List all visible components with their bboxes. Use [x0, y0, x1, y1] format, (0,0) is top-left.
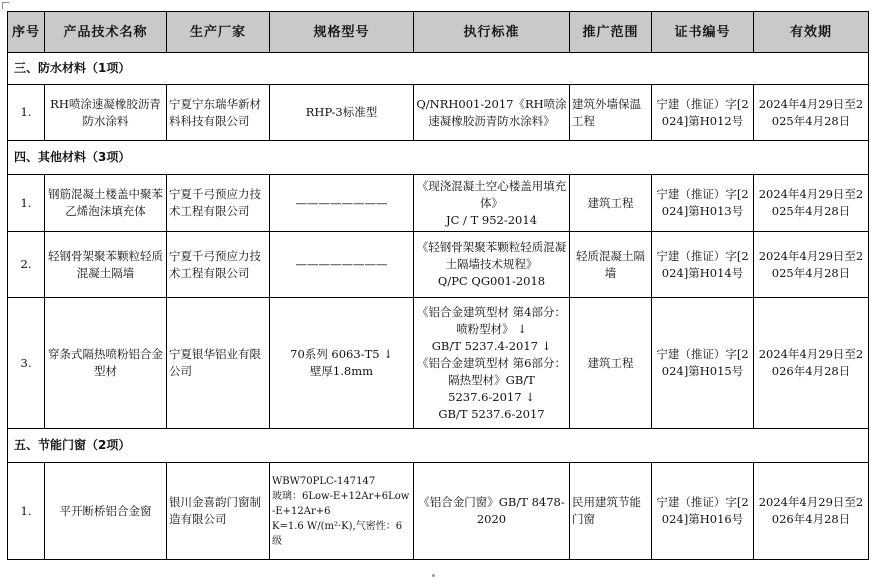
section-row: [8, 53, 869, 85]
cell-name: 平开断桥铝合金窗: [45, 463, 167, 560]
cell-validity: 2024年4月29日至2025年4月28日: [754, 232, 869, 298]
spec-line: RHP-3标准型: [305, 105, 378, 119]
cell-name: RH喷涂速凝橡胶沥青防水涂料: [45, 85, 167, 141]
header-spec: 规格型号: [270, 12, 414, 53]
header-cert: 证书编号: [652, 12, 754, 53]
cell-scope: 建筑外墙保温工程: [570, 85, 652, 141]
cell-cert: 宁建（推证）字[2024]第H016号: [652, 463, 754, 560]
cell-cert: 宁建（推证）字[2024]第H012号: [652, 85, 754, 141]
spec-line: ————————: [295, 195, 388, 210]
cell-validity: 2024年4月29日至2025年4月28日: [754, 85, 869, 141]
cell-scope: 民用建筑节能门窗: [570, 463, 652, 560]
standard-line: 5237.6-2017 ↓: [448, 389, 535, 404]
section-row: [8, 141, 869, 175]
cell-spec: [270, 232, 414, 298]
spec-line: ————————: [295, 257, 388, 271]
cell-validity: 2024年4月29日至2026年4月28日: [754, 298, 869, 429]
cell-standard: [414, 463, 570, 560]
standard-line: Q/NRH001-2017《RH喷涂速凝橡胶沥青防水涂料》: [416, 96, 567, 128]
cell-maker: 宁夏银华铝业有限公司: [167, 298, 270, 429]
cell-no: 1.: [8, 85, 45, 141]
table-row: [8, 463, 869, 560]
table-row: [8, 298, 869, 429]
table-row: [8, 232, 869, 298]
spec-line: K=1.6 W/(m²·K),气密性：6级: [272, 520, 403, 547]
standard-line: 《现浇混凝土空心楼盖用填充体》: [416, 178, 567, 210]
standard-line: 《铝合金门窗》GB/T 8478-2020: [418, 495, 565, 526]
cell-no: 2.: [8, 232, 45, 298]
standard-line: GB/T 5237.6-2017: [438, 406, 545, 421]
cell-name: 轻钢骨架聚苯颗粒轻质混凝土隔墙: [45, 232, 167, 298]
cell-spec: [270, 85, 414, 141]
product-table: [7, 11, 869, 560]
section-row: [8, 429, 869, 463]
section-title: 五、节能门窗（2项）: [8, 429, 869, 463]
standard-line: Q/PC QG001-2018: [437, 274, 546, 288]
cell-name: 钢筋混凝土楼盖中聚苯乙烯泡沫填充体: [45, 175, 167, 232]
cell-no: 3.: [8, 298, 45, 429]
cell-name: 穿条式隔热喷粉铝合金型材: [45, 298, 167, 429]
standard-line: JC / T 952-2014: [445, 212, 538, 227]
standard-line: 《铝合金建筑型材 第6部分：隔热型材》GB/T: [417, 355, 566, 387]
cell-scope: 轻质混凝土隔墙: [570, 232, 652, 298]
table-row: [8, 85, 869, 141]
cell-maker: 宁夏千弓预应力技术工程有限公司: [167, 175, 270, 232]
standard-line: 《轻钢骨架聚苯颗粒轻质混凝土隔墙技术规程》: [416, 240, 567, 271]
section-title: 四、其他材料（3项）: [8, 141, 869, 175]
table-row: [8, 175, 869, 232]
cell-maker: 宁夏宁东瑞华新材料科技有限公司: [167, 85, 270, 141]
cell-spec: [270, 175, 414, 232]
spec-line: WBW70PLC-147147: [272, 475, 376, 487]
header-scope: 推广范围: [570, 12, 652, 53]
standard-line: 《铝合金建筑型材 第4部分：喷粉型材》 ↓: [417, 304, 566, 336]
cell-no: 1.: [8, 463, 45, 560]
cell-no: 1.: [8, 175, 45, 232]
header-maker: 生产厂家: [167, 12, 270, 53]
header-no: 序号: [8, 12, 45, 53]
cell-cert: 宁建（推证）字[2024]第H015号: [652, 298, 754, 429]
cell-scope: 建筑工程: [570, 298, 652, 429]
section-title: 三、防水材料（1项）: [8, 53, 869, 85]
cell-standard: [414, 232, 570, 298]
cell-spec: [270, 463, 414, 560]
cell-maker: 宁夏千弓预应力技术工程有限公司: [167, 232, 270, 298]
cell-validity: 2024年4月29日至2026年4月28日: [754, 463, 869, 560]
spec-line: 70系列 6063-T5 ↓: [290, 347, 393, 361]
cell-validity: 2024年4月29日至2025年4月28日: [754, 175, 869, 232]
cell-standard: [414, 85, 570, 141]
cell-cert: 宁建（推证）字[2024]第H014号: [652, 232, 754, 298]
header-name: 产品技术名称: [45, 12, 167, 53]
page-footer-mark: [432, 574, 435, 577]
cell-standard: [414, 298, 570, 429]
cell-maker: 银川金喜韵门窗制造有限公司: [167, 463, 270, 560]
standard-line: GB/T 5237.4-2017 ↓: [431, 338, 552, 353]
cell-spec: [270, 298, 414, 429]
cell-cert: 宁建（推证）字[2024]第H013号: [652, 175, 754, 232]
page-corner-mark: [2, 2, 9, 9]
header-validity: 有效期: [754, 12, 869, 53]
spec-line: 玻璃：6Low-E+12Ar+6Low-E+12Ar+6: [272, 490, 410, 517]
cell-scope: 建筑工程: [570, 175, 652, 232]
header-standard: 执行标准: [414, 12, 570, 53]
cell-standard: [414, 175, 570, 232]
document-page: [7, 11, 868, 560]
spec-line: 壁厚1.8mm: [309, 364, 374, 378]
header-row: [8, 12, 869, 53]
